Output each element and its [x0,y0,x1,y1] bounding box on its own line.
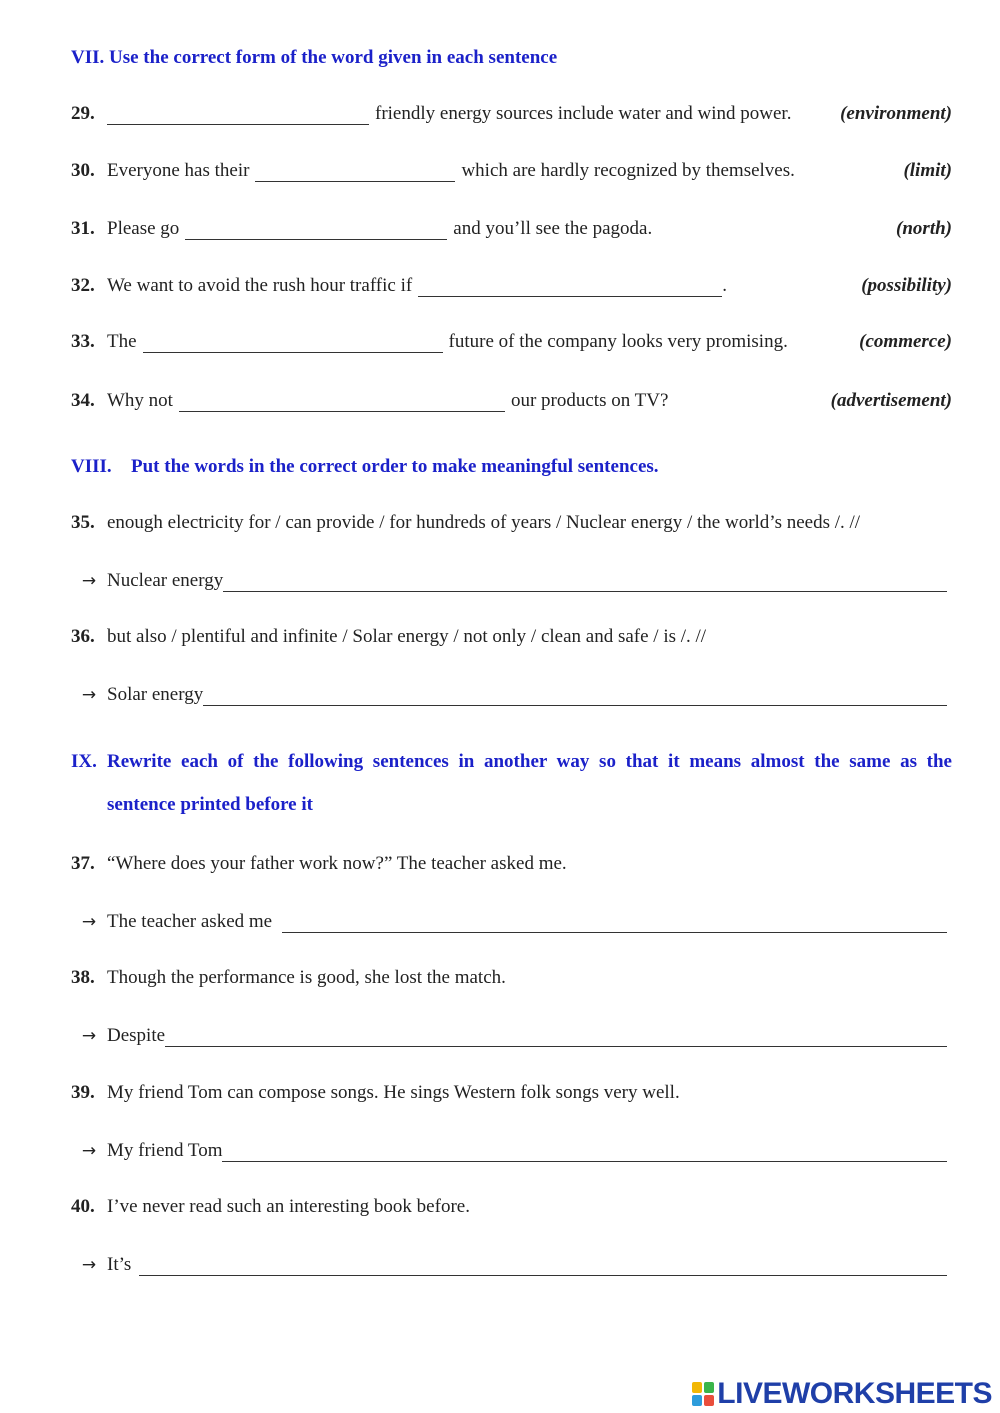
question-30 [71,160,952,186]
question-text-before: The [107,331,137,352]
question-text-after: . [722,275,727,296]
section-8-number: VIII. [71,456,112,477]
answer-input[interactable] [203,704,947,706]
answer-start: Solar energy [107,684,204,705]
question-text-after: and you’ll see the pagoda. [453,218,653,239]
arrow-icon: → [81,571,97,591]
question-prompt: enough electricity for / can provide / for hundreds of years / Nuclear energy / the world’s needs /. // [107,512,861,533]
question-text-after: future of the company looks very promising. [448,331,788,352]
question-number: 39. [71,1082,95,1103]
question-40 [71,1196,952,1222]
question-number: 40. [71,1196,95,1217]
question-text-before: We want to avoid the rush hour traffic if [107,275,413,296]
liveworksheets-logo[interactable] [692,1377,992,1411]
question-35 [71,512,952,538]
question-36 [71,626,952,652]
question-number: 30. [71,160,95,181]
answer-blank[interactable] [185,238,447,240]
section-8-title: Put the words in the correct order to make meaningful sentences. [131,456,659,477]
answer-input[interactable] [282,931,947,933]
arrow-icon: → [81,685,97,705]
answer-blank[interactable] [255,180,455,182]
word-hint: (environment) [840,103,952,124]
answer-line-36 [71,684,947,710]
answer-blank[interactable] [179,410,505,412]
answer-input[interactable] [223,590,947,592]
answer-start: Despite [107,1025,166,1046]
liveworksheets-logo-icon [692,1382,714,1406]
question-prompt: “Where does your father work now?” The teacher asked me. [107,853,567,874]
answer-blank[interactable] [418,295,722,297]
logo-text: LIVEWORKSHEETS [717,1377,992,1410]
question-text-before: Please go [107,218,180,239]
question-number: 34. [71,390,95,411]
word-hint: (advertisement) [830,390,952,411]
word-hint: (limit) [903,160,952,181]
answer-line-35 [71,570,947,596]
answer-start: My friend Tom [107,1140,223,1161]
arrow-icon: → [81,1026,97,1046]
arrow-icon: → [81,1255,97,1275]
question-prompt: I’ve never read such an interesting book before. [107,1196,470,1217]
section-9-title-line1: Rewrite each of the following sentences in another way so that it means almost the same as the [107,751,952,772]
question-38 [71,967,952,993]
question-text-after: which are hardly recognized by themselves. [461,160,795,181]
question-33 [71,331,952,357]
arrow-icon: → [81,1141,97,1161]
question-number: 38. [71,967,95,988]
question-text-after: our products on TV? [510,390,669,411]
answer-start: Nuclear energy [107,570,224,591]
question-number: 32. [71,275,95,296]
question-number: 37. [71,853,95,874]
question-number: 35. [71,512,95,533]
answer-input[interactable] [139,1274,947,1276]
question-37 [71,853,952,879]
answer-input[interactable] [165,1045,947,1047]
section-7-heading: VII. Use the correct form of the word given in each sentence [71,47,558,68]
section-9-number: IX. [71,751,97,772]
question-number: 33. [71,331,95,352]
section-9-heading [71,751,952,816]
question-31 [71,218,952,244]
question-39 [71,1082,952,1108]
word-hint: (commerce) [859,331,952,352]
answer-line-37 [71,911,947,937]
arrow-icon: → [81,912,97,932]
answer-line-38 [71,1025,947,1051]
question-number: 36. [71,626,95,647]
question-34 [71,390,952,416]
question-text-before: Why not [107,390,173,411]
question-text-after: friendly energy sources include water and wind power. [375,103,792,124]
question-29 [71,103,952,129]
question-prompt: Though the performance is good, she lost the match. [107,967,506,988]
section-8-heading [71,456,952,482]
question-number: 31. [71,218,95,239]
answer-start: The teacher asked me [107,911,273,932]
word-hint: (possibility) [861,275,952,296]
answer-line-40 [71,1254,947,1280]
answer-start: It’s [107,1254,132,1275]
section-9-title-line2: sentence printed before it [107,794,313,815]
question-text-before: Everyone has their [107,160,250,181]
question-prompt: My friend Tom can compose songs. He sings Western folk songs very well. [107,1082,680,1103]
word-hint: (north) [896,218,952,239]
question-32 [71,275,952,301]
answer-blank[interactable] [143,351,443,353]
answer-blank[interactable] [107,123,369,125]
question-prompt: but also / plentiful and infinite / Solar energy / not only / clean and safe / is /. // [107,626,707,647]
answer-input[interactable] [222,1160,947,1162]
answer-line-39 [71,1140,947,1166]
question-number: 29. [71,103,95,124]
